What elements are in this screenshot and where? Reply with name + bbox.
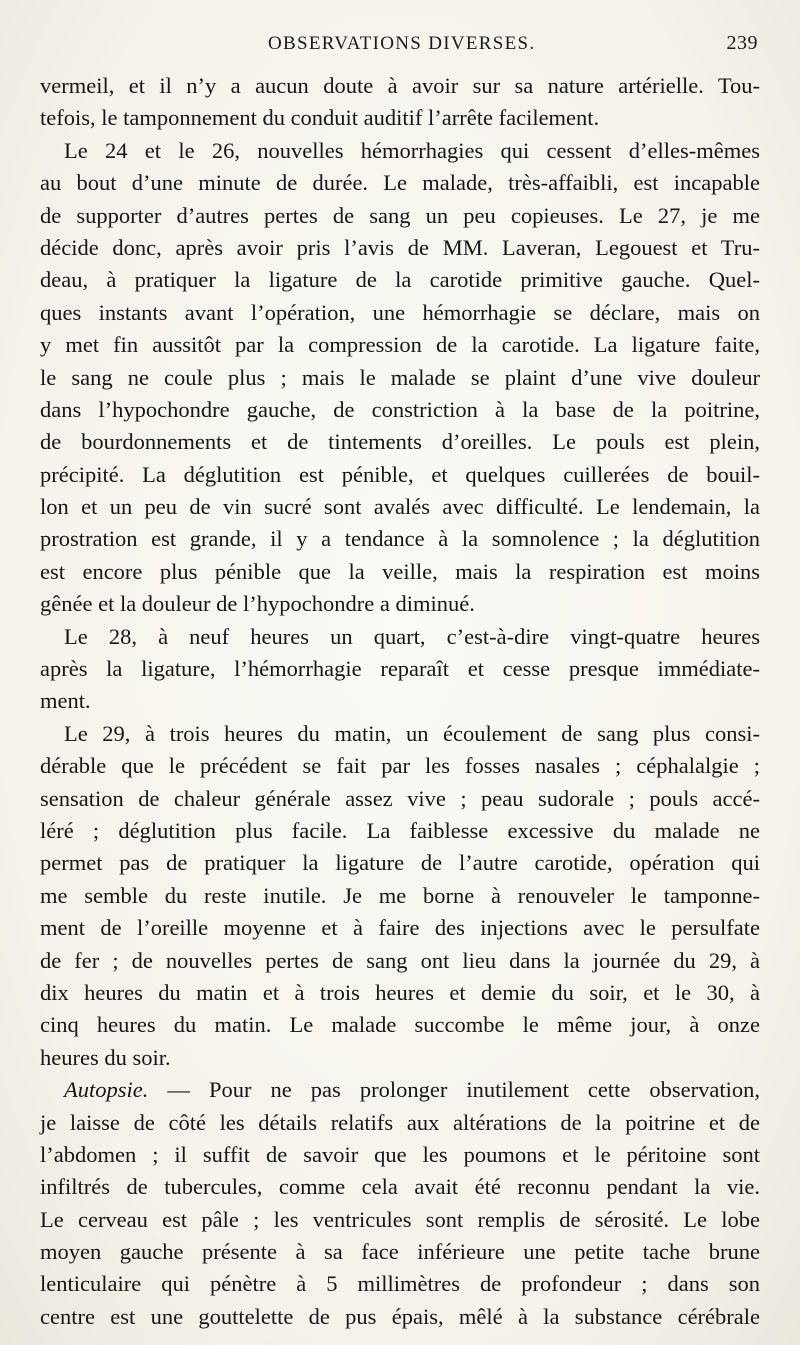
line-text: — Pour ne pas prolonger inutilement cette observation, <box>148 1077 760 1103</box>
body-text <box>40 70 760 1333</box>
text-line: cinq heures du matin. Le malade succombe le même jour, à onze <box>40 1012 760 1038</box>
text-line: ques instants avant l’opération, une hémorrhagie se déclare, mais on <box>40 299 760 325</box>
page-number: 239 <box>726 32 758 54</box>
text-line: décide donc, après avoir pris l’avis de MM. Laveran, Legouest et Tru- <box>40 234 760 260</box>
text-line: lon et un peu de vin sucré sont avalés avec difficulté. Le lendemain, la <box>40 494 760 520</box>
italic-heading: Autopsie. <box>64 1077 149 1103</box>
text-line: Le 24 et le 26, nouvelles hémorrhagies qui cessent d’elles-mêmes <box>64 137 760 163</box>
text-line: dans l’hypochondre gauche, de constriction à la base de la poitrine, <box>40 396 760 422</box>
text-line: sensation de chaleur générale assez vive ; peau sudorale ; pouls accé- <box>40 785 760 811</box>
text-line: Le 28, à neuf heures un quart, c’est-à-dire vingt-quatre heures <box>64 623 760 649</box>
running-head: OBSERVATIONS DIVERSES. <box>268 33 536 54</box>
text-line: le sang ne coule plus ; mais le malade se plaint d’une vive douleur <box>40 364 760 390</box>
text-line: après la ligature, l’hémorrhagie reparaît et cesse presque immédiate- <box>40 656 760 682</box>
text-line: permet pas de pratiquer la ligature de l’autre carotide, opération qui <box>40 850 760 876</box>
text-line: centre est une gouttelette de pus épais, mêlé à la substance cérébrale <box>40 1303 760 1329</box>
text-line: ment. <box>40 688 91 714</box>
text-line: dérable que le précédent se fait par les fosses nasales ; céphalalgie ; <box>40 753 760 779</box>
text-line: y met fin aussitôt par la compression de la carotide. La ligature faite, <box>40 332 760 358</box>
text-line: l’abdomen ; il suffit de savoir que les poumons et le péritoine sont <box>40 1141 760 1167</box>
text-line: de bourdonnements et de tintements d’oreilles. Le pouls est plein, <box>40 429 760 455</box>
text-line <box>40 1074 760 1106</box>
text-line: deau, à pratiquer la ligature de la carotide primitive gauche. Quel- <box>40 267 760 293</box>
text-line: je laisse de côté les détails relatifs aux altérations de la poitrine et de <box>40 1109 760 1135</box>
text-line: Le cerveau est pâle ; les ventricules sont remplis de sérosité. Le lobe <box>40 1206 760 1232</box>
text-line: ment de l’oreille moyenne et à faire des injections avec le persulfate <box>40 915 760 941</box>
page-header <box>48 30 758 64</box>
text-line: heures du soir. <box>40 1044 171 1070</box>
text-line: vermeil, et il n’y a aucun doute à avoir sur sa nature artérielle. Tou- <box>40 73 760 98</box>
text-line: infiltrés de tubercules, comme cela avait été reconnu pendant la vie. <box>40 1174 760 1200</box>
text-line: Le 29, à trois heures du matin, un écoulement de sang plus consi- <box>64 720 760 746</box>
text-line: léré ; déglutition plus facile. La faiblesse excessive du malade ne <box>40 817 760 843</box>
text-line: dix heures du matin et à trois heures et demie du soir, et le 30, à <box>40 979 760 1005</box>
text-line: de supporter d’autres pertes de sang un peu copieuses. Le 27, je me <box>40 202 760 228</box>
text-line: gênée et la douleur de l’hypochondre a diminué. <box>40 591 475 617</box>
text-line: prostration est grande, il y a tendance à la somnolence ; la déglutition <box>40 526 760 552</box>
text-line: est encore plus pénible que la veille, mais la respiration est moins <box>40 558 760 584</box>
text-line: moyen gauche présente à sa face inférieure une petite tache brune <box>40 1239 760 1265</box>
text-line: au bout d’une minute de durée. Le malade, très-affaibli, est incapable <box>40 170 760 196</box>
text-line: me semble du reste inutile. Je me borne à renouveler le tamponne- <box>40 882 760 908</box>
text-line: lenticulaire qui pénètre à 5 millimètres de profondeur ; dans son <box>40 1271 760 1297</box>
text-line: tefois, le tamponnement du conduit auditif l’arrête facilement. <box>40 105 600 131</box>
text-line: de fer ; de nouvelles pertes de sang ont lieu dans la journée du 29, à <box>40 947 760 973</box>
text-line: précipité. La déglutition est pénible, et quelques cuillerées de bouil- <box>40 461 760 487</box>
